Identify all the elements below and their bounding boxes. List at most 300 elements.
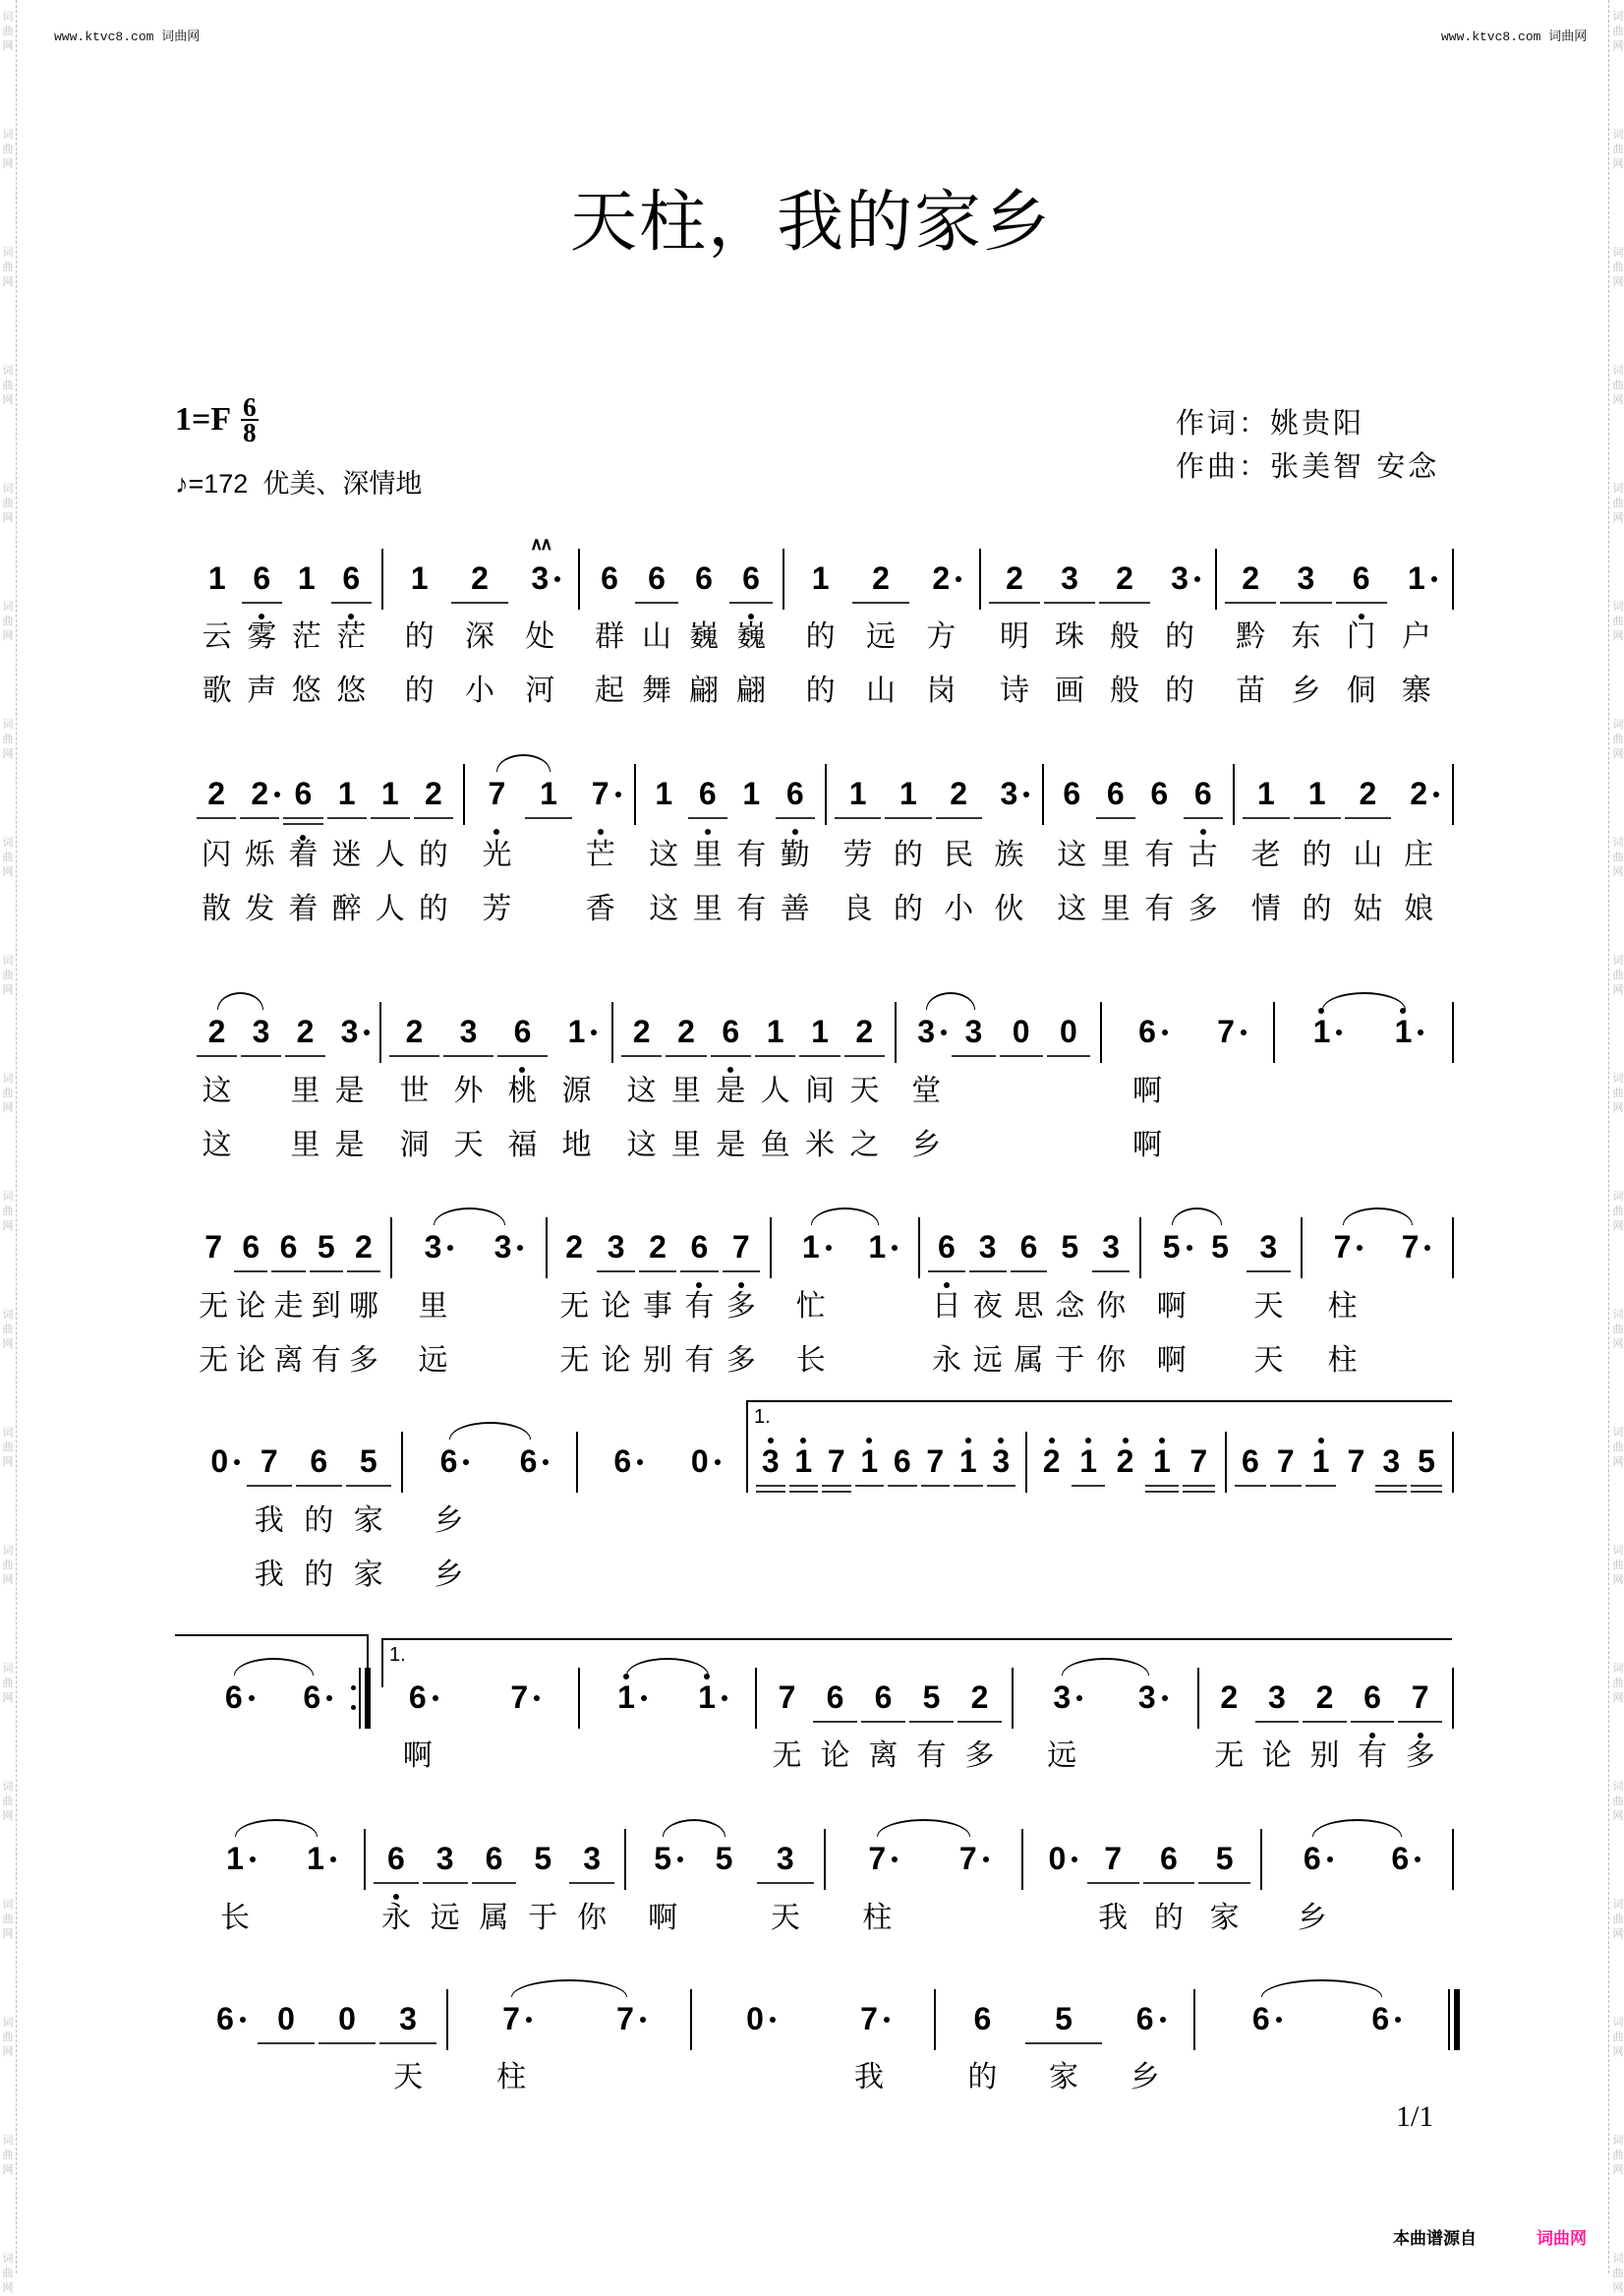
note	[595, 1225, 636, 1268]
note-value: 1	[698, 1679, 716, 1715]
note-value: 6	[387, 1841, 405, 1876]
note-digit	[732, 1225, 750, 1268]
site-header-left[interactable]: www.ktvc8.com 词曲网	[54, 29, 201, 44]
underline-beam	[1025, 2042, 1103, 2044]
note	[195, 1010, 239, 1053]
note-digit	[488, 772, 505, 815]
side-watermark-text: 词曲网	[1612, 601, 1624, 642]
note-value: 1	[1394, 1014, 1413, 1049]
note	[586, 557, 633, 600]
measure-notes	[632, 1837, 816, 1880]
note-digit	[616, 1997, 634, 2040]
note	[754, 1440, 787, 1483]
measure-notes	[698, 1997, 926, 2040]
high-octave-dot	[1159, 1438, 1165, 1443]
slur-arc	[1322, 992, 1406, 1010]
lyric-line-1: 柱	[496, 2060, 610, 2094]
note-digit	[494, 1225, 512, 1268]
note-digit	[742, 772, 760, 815]
note-value: 7	[260, 1443, 278, 1479]
note	[412, 772, 455, 815]
underline-beam	[952, 1055, 995, 1057]
note-digit	[1138, 1010, 1156, 1053]
note	[637, 1225, 678, 1268]
note	[956, 1676, 1004, 1719]
note-digit	[695, 557, 713, 600]
note-digit	[1371, 1997, 1389, 2040]
underline-beam	[319, 2042, 376, 2044]
note-value: 6	[303, 1679, 321, 1715]
lyric-line-1: 永远属于你	[380, 1901, 626, 1935]
note-digit	[583, 1837, 601, 1880]
high-octave-dot	[1123, 1438, 1129, 1443]
augmentation-dot	[543, 1459, 549, 1465]
note	[1090, 1225, 1131, 1268]
note-value: 2	[932, 560, 951, 596]
measure-notes	[833, 772, 1034, 815]
note	[853, 1440, 887, 1483]
note-value: 6	[973, 2001, 992, 2036]
note-digit	[1334, 1225, 1352, 1268]
note-value: 6	[1063, 776, 1081, 811]
note-digit	[297, 1010, 315, 1053]
note-value: 2	[1410, 776, 1428, 811]
note-digit	[786, 772, 804, 815]
note-value: 6	[242, 1229, 261, 1265]
note	[633, 557, 680, 600]
side-watermark-text: 词曲网	[1612, 129, 1624, 170]
slur-arc	[434, 1207, 505, 1225]
measure-notes	[389, 534, 570, 600]
note	[584, 1440, 662, 1483]
note-digit	[698, 1676, 716, 1719]
lyric-line-2: 这里有多	[1057, 892, 1233, 926]
measure-notes	[195, 1440, 393, 1483]
side-watermark-text: 词曲网	[1612, 719, 1624, 760]
note-digit	[959, 1837, 977, 1880]
note	[1141, 1837, 1197, 1880]
measure-notes	[642, 772, 817, 815]
note-value: 6	[513, 1014, 532, 1049]
low-octave-dot	[792, 829, 798, 835]
barline	[690, 1989, 692, 2050]
note	[245, 1440, 295, 1483]
note	[317, 1997, 377, 2040]
note-digit	[762, 1440, 780, 1483]
note-value: 6	[485, 1841, 503, 1876]
note-value: 6	[1391, 1841, 1410, 1876]
underline-beam	[472, 1882, 517, 1884]
note-value: 5	[1211, 1229, 1229, 1265]
note-digit	[381, 772, 399, 815]
note-value: 3	[252, 1014, 270, 1049]
slur-arc	[1172, 1207, 1222, 1225]
note-value: 1	[801, 1229, 820, 1265]
note-digit	[425, 1225, 442, 1268]
page-number: 1/1	[1396, 2100, 1434, 2133]
note	[950, 1010, 997, 1053]
augmentation-dot	[1418, 1030, 1423, 1035]
note-digit	[1020, 1225, 1038, 1268]
note	[389, 557, 449, 600]
note	[275, 1837, 356, 1880]
lyric-line-1: 天	[210, 2060, 455, 2094]
lyric-line-1: 闪烁着迷人的	[202, 838, 463, 872]
measure-notes	[195, 557, 374, 600]
underline-beam	[813, 1721, 857, 1723]
underline-beam	[327, 817, 367, 819]
barline	[1448, 1989, 1450, 2050]
underline-beam	[1092, 1270, 1130, 1272]
note	[232, 1225, 269, 1268]
low-octave-dot	[1200, 829, 1206, 835]
lyric-line-1: 无论离有多	[772, 1738, 1014, 1773]
note-value: 6	[342, 560, 361, 596]
note-value: 7	[502, 2001, 520, 2036]
note	[1268, 1440, 1304, 1483]
measure-notes	[1268, 1837, 1444, 1880]
note-value: 1	[811, 1014, 829, 1049]
note-value: 1	[410, 560, 429, 596]
note-digit	[608, 1225, 625, 1268]
note	[1137, 772, 1182, 815]
side-watermark-text: 词曲网	[1612, 1427, 1624, 1468]
underline-beam	[666, 1055, 706, 1057]
note	[755, 1837, 816, 1880]
measure-notes	[387, 1010, 604, 1053]
note-digit	[849, 772, 867, 815]
underline-beam	[789, 1485, 819, 1487]
augmentation-dot	[250, 1856, 256, 1862]
note	[797, 1010, 841, 1053]
slur-arc	[217, 992, 263, 1010]
lyric-line-2: 良的小伙	[842, 892, 1045, 926]
underline-beam	[969, 1270, 1007, 1272]
side-watermark-text: 词曲网	[1612, 1191, 1624, 1232]
measure-notes	[195, 1997, 438, 2040]
note	[1196, 1837, 1252, 1880]
note-value: 5	[1418, 1443, 1435, 1479]
barline	[546, 1217, 548, 1278]
note-digit	[409, 1676, 427, 1719]
augmentation-dot	[892, 1856, 898, 1862]
underline-beam	[1225, 602, 1276, 604]
underline-beam	[247, 1485, 293, 1487]
note-value: 6	[648, 560, 666, 596]
side-watermark-text: 词曲网	[2, 719, 14, 760]
note-value: 6	[1138, 1014, 1156, 1049]
underline-beam	[621, 1055, 662, 1057]
note-digit	[1063, 772, 1080, 815]
side-watermark-text: 词曲网	[1612, 837, 1624, 878]
note-digit	[1304, 1837, 1321, 1880]
underline-beam	[1099, 602, 1150, 604]
note-value: 5	[359, 1443, 377, 1479]
underline-beam	[861, 1721, 905, 1723]
note	[441, 1010, 495, 1053]
note	[1409, 1440, 1444, 1483]
repeat-dot	[351, 1705, 356, 1710]
note-digit	[277, 1997, 295, 2040]
side-watermark-text: 词曲网	[2, 1663, 14, 1704]
note-value: 6	[938, 1229, 956, 1265]
note-digit	[1408, 557, 1425, 600]
note	[495, 1010, 550, 1053]
underline-beam	[987, 1485, 1016, 1487]
augmentation-dot	[330, 1856, 336, 1862]
note	[680, 557, 727, 600]
barline	[1193, 1989, 1195, 2050]
note-digit	[411, 557, 429, 600]
note-value: 7	[778, 1679, 796, 1715]
barline	[1025, 1432, 1027, 1493]
measure-notes	[1233, 1440, 1444, 1483]
measure-notes	[1223, 557, 1444, 600]
side-watermark-text: 词曲网	[1612, 955, 1624, 996]
barline	[755, 1668, 757, 1729]
note-value: 5	[715, 1841, 733, 1876]
underline-beam	[197, 1055, 237, 1057]
augmentation-dot	[1241, 1030, 1247, 1035]
underline-beam-2	[789, 1491, 819, 1493]
note-digit	[855, 1010, 873, 1053]
note	[709, 1010, 753, 1053]
note-digit	[280, 1225, 298, 1268]
note-value: 7	[1411, 1679, 1429, 1715]
note-digit	[742, 557, 760, 600]
underline-beam	[1096, 817, 1136, 819]
note	[1223, 557, 1278, 600]
barline	[379, 1002, 381, 1063]
underline-beam-2	[1375, 1491, 1407, 1493]
lyric-line-2: 啊	[1132, 1128, 1211, 1162]
underline-beam	[757, 1882, 814, 1884]
note-value: 1	[860, 1443, 879, 1479]
note-value: 1	[1312, 1014, 1331, 1049]
note-value: 3	[493, 1229, 512, 1265]
augmentation-dot	[941, 1030, 947, 1035]
time-signature	[241, 392, 259, 447]
note-digit	[1363, 1676, 1381, 1719]
note-digit	[1079, 1440, 1097, 1483]
side-watermark-text: 词曲网	[1612, 483, 1624, 524]
measure-notes	[926, 1225, 1131, 1268]
note	[387, 1010, 441, 1053]
augmentation-dot	[983, 1856, 989, 1862]
side-watermark-text: 词曲网	[2, 1073, 14, 1114]
augmentation-dot	[956, 576, 961, 582]
note-value: 1	[868, 1229, 887, 1265]
measure-notes	[902, 1010, 1092, 1053]
underline-beam	[1336, 602, 1387, 604]
augmentation-dot	[1194, 576, 1200, 582]
note-digit	[520, 1440, 538, 1483]
note	[642, 772, 686, 815]
measure-notes	[195, 772, 455, 815]
note	[1373, 1440, 1409, 1483]
note	[907, 1676, 956, 1719]
note-digit	[436, 1837, 454, 1880]
slur-arc	[1261, 1979, 1383, 1997]
barline	[1452, 1668, 1454, 1729]
underline-beam	[414, 817, 453, 819]
side-watermark-text: 词曲网	[1612, 1781, 1624, 1822]
low-octave-dot	[493, 829, 499, 835]
note-value: 2	[632, 1014, 651, 1049]
note-value: 3	[761, 1443, 780, 1479]
side-watermark-text: 词曲网	[2, 1427, 14, 1468]
underline-beam	[443, 1055, 493, 1057]
time-denominator: 8	[243, 418, 257, 447]
note	[729, 772, 774, 815]
barline	[783, 549, 784, 610]
measure-notes	[619, 1010, 887, 1053]
key-tonic: 1=F	[175, 401, 232, 438]
note-digit	[226, 1837, 244, 1880]
note-value: 3	[1061, 560, 1078, 596]
note-value: 6	[1193, 776, 1212, 811]
note-value: 7	[488, 776, 506, 811]
side-watermark-text: 词曲网	[2, 1899, 14, 1940]
measure-notes	[584, 1440, 738, 1483]
note	[195, 1837, 275, 1880]
note-digit	[210, 1440, 228, 1483]
note-digit	[973, 1997, 991, 2040]
note	[1042, 557, 1097, 600]
side-watermark-text: 词曲网	[2, 11, 14, 52]
note-digit	[1259, 1225, 1277, 1268]
note	[372, 1837, 421, 1880]
lyric-line-1: 啊	[1132, 1074, 1211, 1108]
note-value: 6	[1135, 2001, 1154, 2036]
note-value: 1	[380, 776, 399, 811]
note-value: 2	[565, 1229, 584, 1265]
note-value: 2	[855, 1014, 874, 1049]
note	[1281, 1010, 1363, 1053]
underline-beam	[371, 817, 410, 819]
barline	[1452, 1217, 1454, 1278]
measure-notes	[553, 1225, 762, 1268]
note-value: 6	[613, 1443, 632, 1479]
lyric-line-1: 群山巍巍	[595, 619, 783, 654]
note	[550, 1010, 604, 1053]
note	[1349, 1676, 1397, 1719]
underline-beam	[729, 602, 773, 604]
augmentation-dot	[1072, 1856, 1077, 1862]
note-value: 1	[899, 776, 917, 811]
underline-beam	[909, 1721, 954, 1723]
underline-beam	[835, 817, 881, 819]
note	[369, 772, 412, 815]
note	[844, 1225, 911, 1268]
lyric-line-2: 永远属于你	[931, 1343, 1137, 1378]
barline	[401, 1432, 403, 1493]
note-digit	[1104, 1837, 1122, 1880]
note-digit	[601, 557, 618, 600]
underline-beam	[1183, 1485, 1215, 1487]
note-value: 3	[1137, 1679, 1156, 1715]
underline-beam	[1243, 817, 1290, 819]
note-value: 1	[1256, 776, 1275, 811]
augmentation-dot	[615, 792, 621, 797]
augmentation-dot	[1357, 1245, 1363, 1251]
underline-beam	[1000, 1055, 1043, 1057]
augmentation-dot	[722, 1695, 727, 1701]
note-value: 6	[279, 1229, 298, 1265]
measure-notes	[372, 1837, 616, 1880]
note-digit	[1242, 1440, 1259, 1483]
note-value: 6	[1363, 1679, 1381, 1715]
augmentation-dot	[326, 1695, 332, 1701]
measure-notes	[763, 1676, 1004, 1719]
note-digit	[613, 1440, 631, 1483]
note-digit	[1217, 1010, 1235, 1053]
barline	[1452, 1829, 1454, 1890]
note-digit	[1107, 772, 1125, 815]
note-digit	[1297, 557, 1314, 600]
measure-notes	[1019, 1676, 1189, 1719]
barline	[611, 1002, 613, 1063]
augmentation-dot	[770, 2017, 776, 2023]
measure-notes	[1147, 1225, 1293, 1268]
note	[553, 1225, 595, 1268]
site-header-right[interactable]: www.ktvc8.com 词曲网	[1441, 29, 1588, 44]
note	[510, 534, 570, 600]
note-digit	[1116, 557, 1133, 600]
side-watermark-text: 词曲网	[2, 2135, 14, 2176]
underline-beam	[234, 1270, 267, 1272]
note-value: 6	[695, 560, 713, 596]
note-digit	[992, 1440, 1010, 1483]
note-value: 0	[277, 2001, 295, 2036]
note-value: 7	[1347, 1443, 1365, 1479]
note-value: 2	[425, 776, 442, 811]
note	[308, 1225, 345, 1268]
note-value: 2	[1220, 1679, 1239, 1715]
note-value: 2	[296, 1014, 315, 1049]
note-value: 2	[970, 1679, 989, 1715]
note-value: 5	[1215, 1841, 1234, 1876]
barline	[1260, 1829, 1262, 1890]
note-value: 1	[337, 776, 356, 811]
note-digit	[425, 772, 442, 815]
note-value: 7	[926, 1443, 945, 1479]
note-digit	[1061, 557, 1078, 600]
note-value: 7	[1276, 1443, 1295, 1479]
note-value: 3	[1053, 1679, 1072, 1715]
lyric-line-2: 洞天福地	[399, 1128, 616, 1162]
note-digit	[406, 1010, 424, 1053]
note	[984, 772, 1034, 815]
note-value: 3	[992, 1443, 1011, 1479]
note	[1338, 1440, 1373, 1483]
note	[1085, 1837, 1141, 1880]
right-margin-dashed-line	[1608, 0, 1609, 2273]
note-digit	[310, 1440, 327, 1483]
lyric-line-1: 世外桃源	[399, 1074, 616, 1108]
slur-arc	[877, 1819, 970, 1837]
note-value: 0	[338, 2001, 356, 2036]
side-watermark-text: 词曲网	[2, 2017, 14, 2058]
note-digit	[565, 1225, 583, 1268]
note	[1147, 1225, 1195, 1268]
note-value: 6	[1242, 1443, 1259, 1479]
side-watermark-text: 词曲网	[1612, 365, 1624, 406]
measure-notes	[1241, 772, 1444, 815]
lyric-line-1: 光 芒	[482, 838, 638, 872]
note	[398, 1225, 468, 1268]
footer-brand-link[interactable]: 词曲网	[1537, 2229, 1587, 2248]
